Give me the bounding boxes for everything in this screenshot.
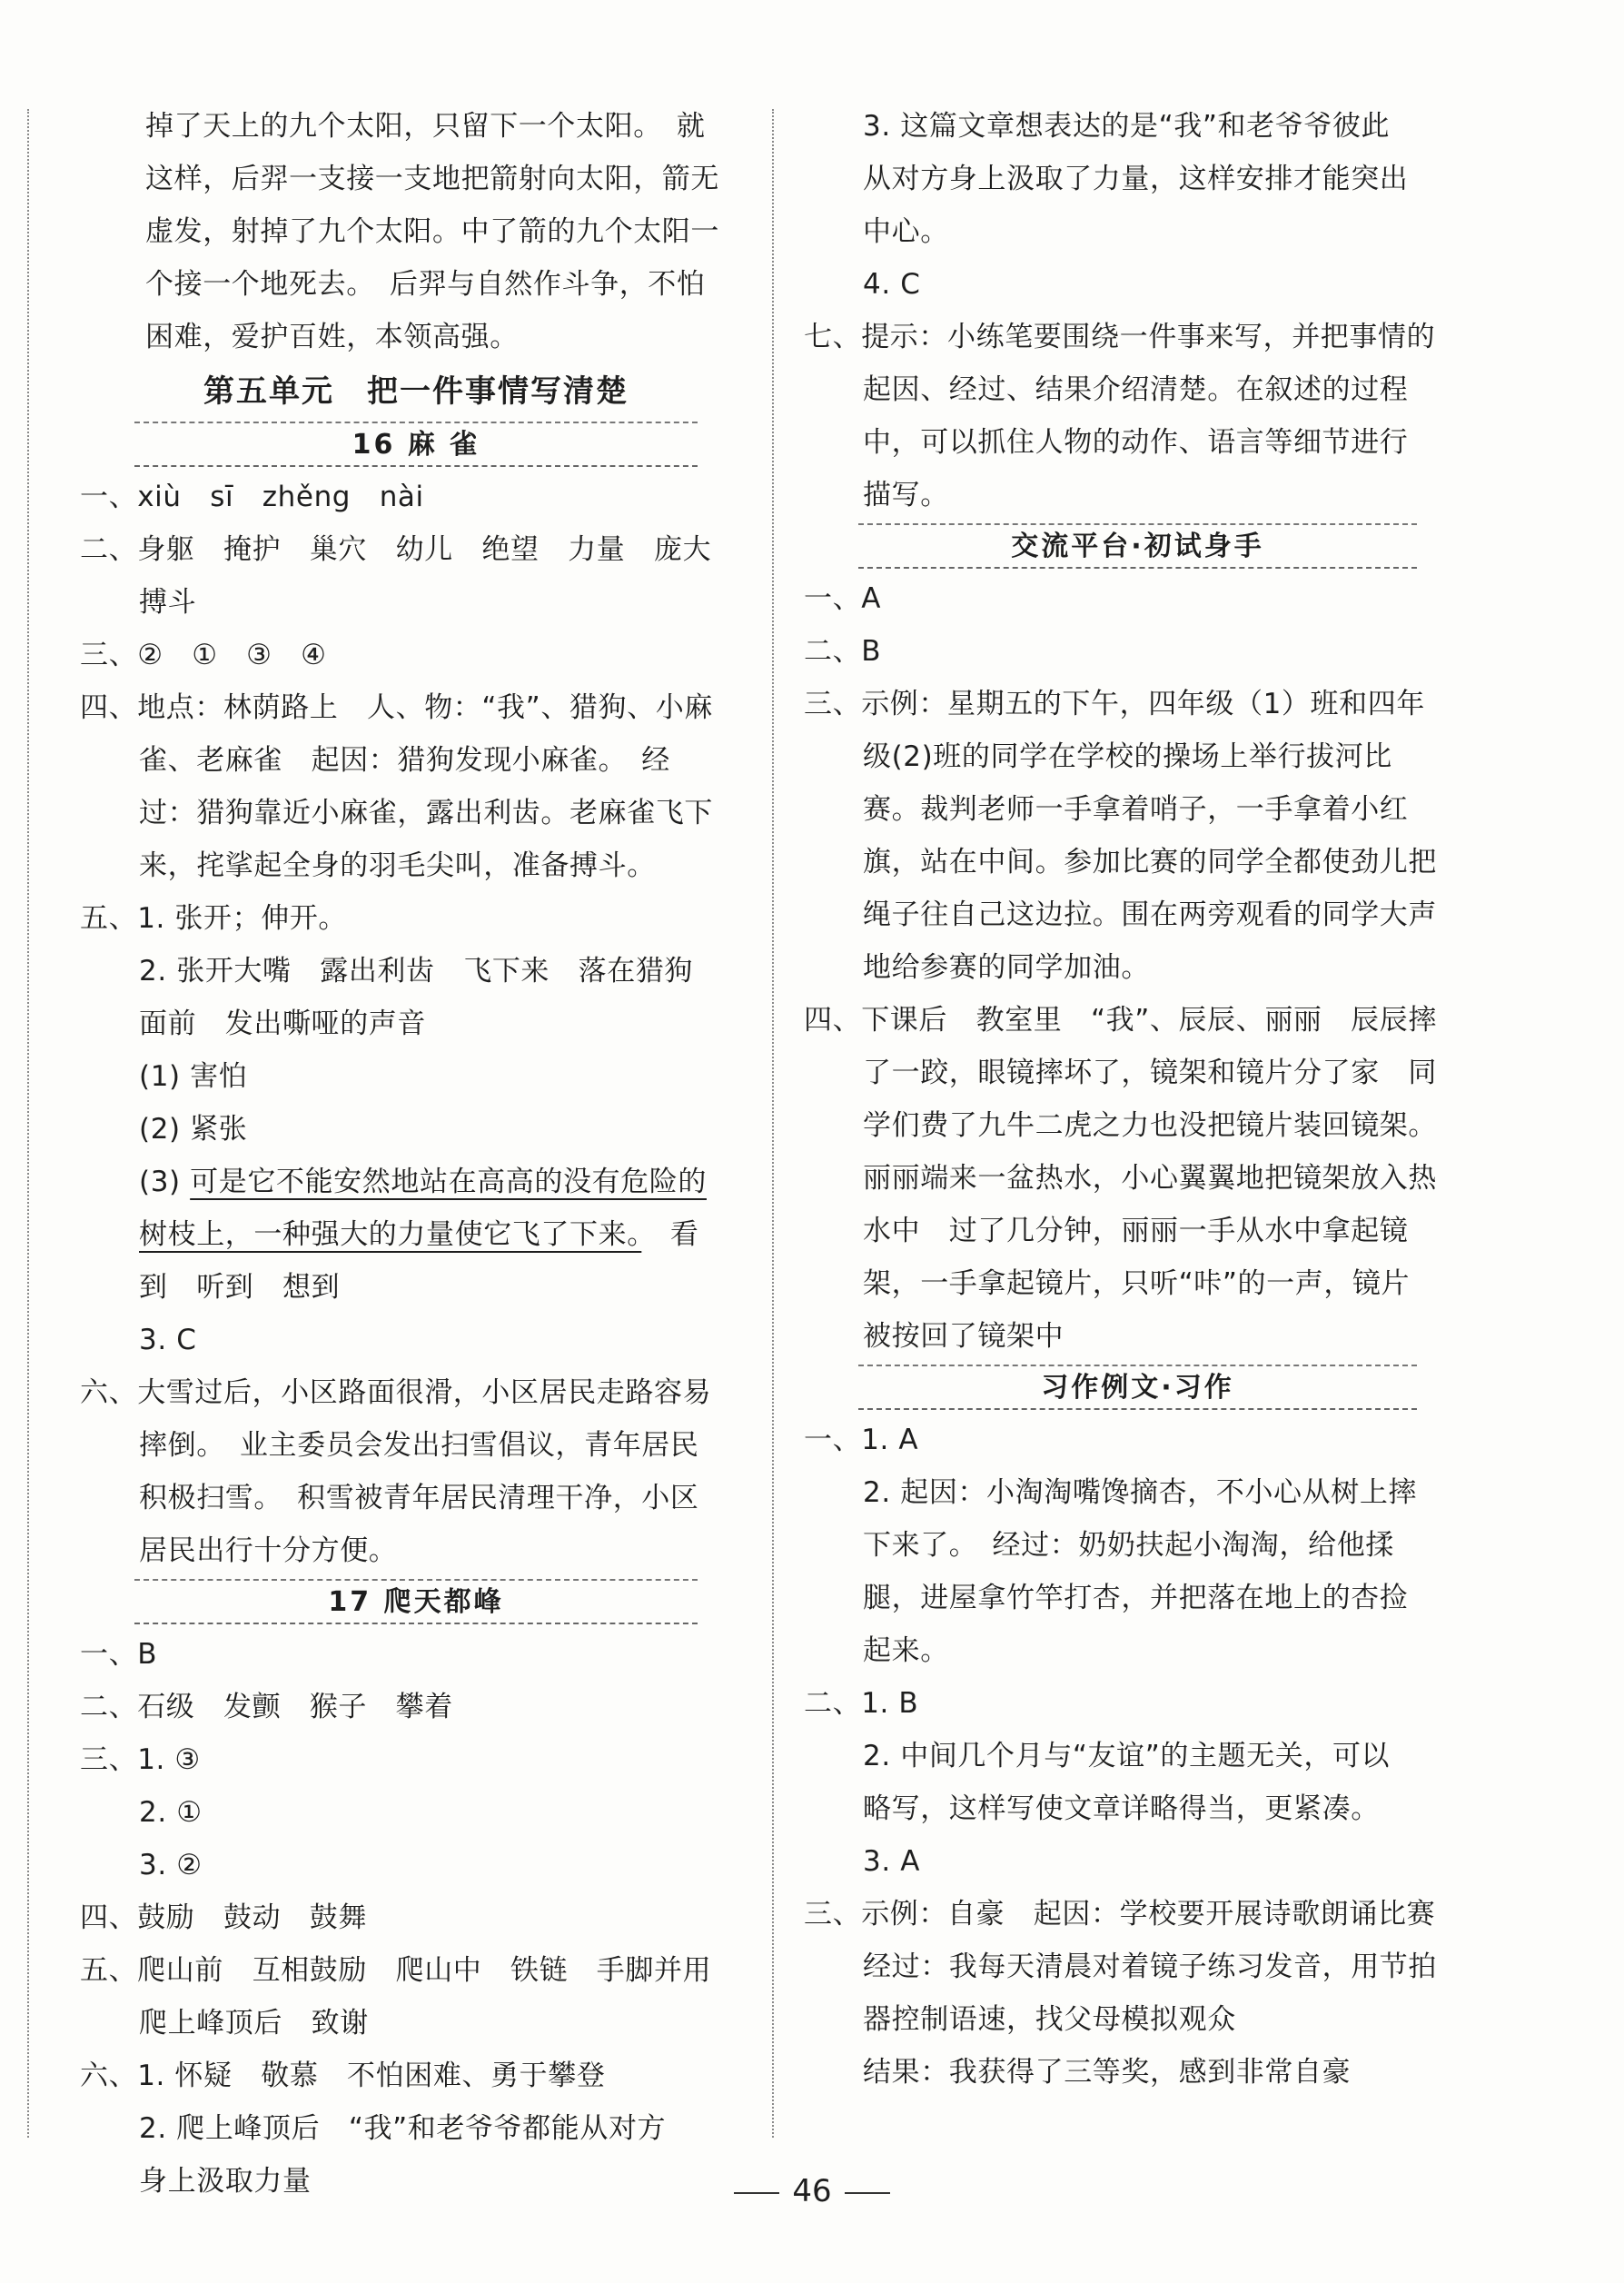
answer-text: ② ① ③ ④ (137, 639, 327, 671)
question-number: 一、 (80, 481, 138, 513)
sub-item: 2. 张开大嘴 露出利齿 飞下来 落在猎狗 (139, 955, 694, 988)
answer-text: 石级 发颤 猴子 攀着 (137, 1691, 453, 1723)
text-line: 到 听到 想到 (139, 1271, 341, 1304)
question-4 (80, 681, 752, 734)
question-1 (80, 1628, 752, 1681)
text-line: 地给参赛的同学加油。 (863, 951, 1150, 984)
answer-text: 身躯 掩护 巢穴 幼儿 绝望 力量 庞大 (137, 533, 712, 566)
question-number: 三、 (804, 688, 862, 720)
question-number: 一、 (804, 582, 862, 615)
text-line: 旗，站在中间。参加比赛的同学全都使劲儿把 (863, 846, 1437, 878)
text-line: 过：猎狗靠近小麻雀，露出利齿。老麻雀飞下 (139, 797, 713, 829)
answer-text: 1. 张开；伸开。 (137, 902, 348, 935)
answer-text: 1. 怀疑 敬慕 不怕困难、勇于攀登 (137, 2060, 606, 2092)
sub-item: 4. C (863, 268, 921, 301)
question-2 (80, 1681, 752, 1733)
question-4 (804, 994, 1471, 1047)
text-line: 虚发，射掉了九个太阳。中了箭的九个太阳一 (145, 215, 719, 248)
text-line: 起来。 (863, 1634, 949, 1667)
writing-section-title: 习作例文·习作 (804, 1363, 1471, 1414)
intro-paragraph (80, 100, 752, 363)
answer-continuation: 爬上峰顶后 致谢 (139, 2007, 369, 2040)
text-line: 绳子往自己这边拉。围在两旁观看的同学大声 (863, 898, 1437, 931)
sub-item: 3. 这篇文章想表达的是“我”和老爷爷彼此 (863, 110, 1391, 143)
question-number: 一、 (804, 1424, 862, 1456)
text-line: 雀、老麻雀 起因：猎狗发现小麻雀。 经 (139, 744, 670, 777)
text-line: 结果：我获得了三等奖，感到非常自豪 (863, 2056, 1352, 2089)
unit-title: 第五单元 把一件事情写清楚 (203, 373, 629, 410)
question-number: 六、 (80, 2060, 138, 2092)
text-line: 腿，进屋拿竹竿打杏，并把落在地上的杏捡 (863, 1582, 1409, 1614)
text-line: 困难，爱护百姓，本领高强。 (145, 321, 519, 353)
sub-item: (1) 害怕 (139, 1060, 248, 1093)
column-divider (772, 109, 774, 2138)
question-1 (80, 471, 752, 523)
question-number: 四、 (804, 1004, 862, 1037)
text-line: 掉了天上的九个太阳，只留下一个太阳。 就 (145, 110, 706, 143)
page-number-text: 46 (792, 2173, 832, 2209)
text-line: 从对方身上汲取了力量，这样安排才能突出 (863, 163, 1409, 195)
answer-text: 提示：小练笔要围绕一件事来写，并把事情的 (861, 321, 1436, 353)
question-6 (80, 2050, 752, 2102)
text-line: 下来了。 经过：奶奶扶起小淘淘，给他揉 (863, 1529, 1394, 1562)
answer-text: 下课后 教室里 “我”、辰辰、丽丽 辰辰摔 (861, 1004, 1437, 1037)
text-line: 面前 发出嘶哑的声音 (139, 1007, 426, 1040)
question-number: 三、 (80, 1743, 138, 1776)
text-line: 赛。裁判老师一手拿着哨子，一手拿着小红 (863, 793, 1409, 826)
sub-item: (2) 紧张 (139, 1113, 248, 1146)
text-line: 个接一个地死去。 后羿与自然作斗争，不怕 (145, 268, 706, 301)
answer-text: 1. ③ (137, 1743, 201, 1776)
lesson-16-title: 16 麻 雀 (80, 420, 752, 471)
text-line: 这样，后羿一支接一支地把箭射向太阳，箭无 (145, 163, 719, 195)
answer-text: 看 (641, 1218, 699, 1251)
question-number: 六、 (80, 1376, 138, 1409)
sub-item: 3. ② (139, 1849, 203, 1881)
lesson-17-title: 17 爬天都峰 (80, 1577, 752, 1628)
text-line: 描写。 (863, 479, 949, 511)
question-2 (804, 625, 1471, 678)
answer-text: B (861, 635, 882, 668)
left-column (80, 100, 752, 2208)
text-line: 被按回了镜架中 (863, 1320, 1065, 1353)
answer-text: 鼓励 鼓动 鼓舞 (137, 1901, 368, 1934)
question-3 (804, 678, 1471, 730)
text-line: 经过：我每天清晨对着镜子练习发音，用节拍 (863, 1950, 1437, 1983)
page-number-dash (734, 2192, 779, 2194)
question-number: 三、 (80, 639, 138, 671)
sub-item (80, 1156, 752, 1208)
question-3 (804, 1888, 1471, 1941)
answer-text: 爬山前 互相鼓励 爬山中 铁链 手脚并用 (137, 1954, 712, 1987)
page-number-dash (845, 2192, 890, 2194)
text-line: 身上汲取力量 (139, 2165, 312, 2198)
question-number: 三、 (804, 1898, 862, 1931)
question-number: 五、 (80, 1954, 138, 1987)
sub-item: 3. C (139, 1324, 197, 1356)
text-line: 丽丽端来一盆热水，小心翼翼地把镜架放入热 (863, 1162, 1437, 1195)
answer-text: A (861, 582, 882, 615)
question-number: 一、 (80, 1638, 138, 1671)
underlined-sentence: 可是它不能安然地站在高高的没有危险的 (190, 1166, 707, 1198)
answer-text: 示例：星期五的下午，四年级（1）班和四年 (861, 688, 1425, 720)
text-line: 中，可以抓住人物的动作、语言等细节进行 (863, 426, 1409, 459)
question-number: 二、 (804, 1687, 862, 1720)
question-5 (80, 1944, 752, 1997)
answer-text: 大雪过后，小区路面很滑，小区居民走路容易 (137, 1376, 712, 1409)
sub-item: 2. ① (139, 1796, 203, 1829)
question-number: 七、 (804, 321, 862, 353)
question-number: 二、 (80, 533, 138, 566)
right-column (804, 100, 1471, 2099)
text-line: 水中 过了几分钟，丽丽一手从水中拿起镜 (863, 1215, 1409, 1247)
text-line: 来，挓挲起全身的羽毛尖叫，准备搏斗。 (139, 849, 656, 882)
question-1 (804, 1414, 1471, 1466)
text-line: 级(2)班的同学在学校的操场上举行拔河比 (863, 740, 1392, 773)
page-left-margin-rule (27, 109, 29, 2138)
text-line: 积极扫雪。 积雪被青年居民清理干净，小区 (139, 1482, 699, 1514)
sub-item: 2. 中间几个月与“友谊”的主题无关，可以 (863, 1740, 1391, 1772)
page-number (0, 2173, 1624, 2209)
question-number: 二、 (80, 1691, 138, 1723)
text-line: 器控制语速，找父母模拟观众 (863, 2003, 1236, 2036)
question-2 (80, 523, 752, 576)
text-line: 中心。 (863, 215, 949, 248)
question-4 (80, 1891, 752, 1944)
answer-text: 示例：自豪 起因：学校要开展诗歌朗诵比赛 (861, 1898, 1436, 1931)
text-line: 摔倒。 业主委员会发出扫雪倡议，青年居民 (139, 1429, 699, 1462)
text-line: 居民出行十分方便。 (139, 1534, 398, 1567)
text-line (80, 1208, 752, 1261)
platform-section-title: 交流平台·初试身手 (804, 521, 1471, 572)
question-number: 四、 (80, 1901, 138, 1934)
question-3 (80, 1733, 752, 1786)
answer-text: 1. A (861, 1424, 919, 1456)
question-number: 四、 (80, 691, 138, 724)
question-5 (80, 892, 752, 945)
question-number: 二、 (804, 635, 862, 668)
answer-text: 地点：林荫路上 人、物：“我”、猎狗、小麻 (137, 691, 713, 724)
question-2 (804, 1677, 1471, 1730)
text-line: 学们费了九牛二虎之力也没把镜片装回镜架。 (863, 1109, 1437, 1142)
text-line: 了一跤，眼镜摔坏了，镜架和镜片分了家 同 (863, 1057, 1437, 1089)
answer-text: B (137, 1638, 158, 1671)
sub-item-number: (3) (139, 1166, 191, 1198)
answer-text: xiù sī zhěng nài (137, 481, 424, 513)
underlined-sentence: 树枝上，一种强大的力量使它飞了下来。 (139, 1218, 642, 1251)
text-line: 起因、经过、结果介绍清楚。在叙述的过程 (863, 373, 1409, 406)
sub-item: 2. 起因：小淘淘嘴馋摘杏，不小心从树上摔 (863, 1476, 1418, 1509)
question-6 (80, 1366, 752, 1419)
question-3 (80, 629, 752, 681)
text-line: 略写，这样写使文章详略得当，更紧凑。 (863, 1792, 1380, 1825)
sub-item: 3. A (863, 1845, 921, 1878)
answer-text: 1. B (861, 1687, 919, 1720)
text-line: 架，一手拿起镜片，只听“咔”的一声，镜片 (863, 1267, 1411, 1300)
question-number: 五、 (80, 902, 138, 935)
answer-continuation: 搏斗 (139, 586, 197, 619)
question-7 (804, 311, 1471, 363)
sub-item: 2. 爬上峰顶后 “我”和老爷爷都能从对方 (139, 2112, 667, 2145)
question-1 (804, 572, 1471, 625)
